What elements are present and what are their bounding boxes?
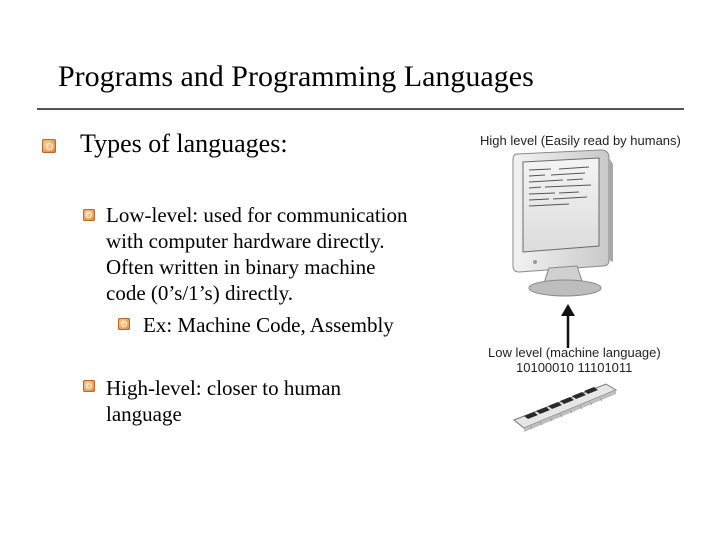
low-level-line-1: Low-level: used for communication xyxy=(106,203,408,227)
bullet-types-of-languages: Types of languages: xyxy=(80,129,288,158)
high-level-line-2: language xyxy=(106,402,182,426)
memory-module-illustration xyxy=(510,378,620,434)
bullet-icon xyxy=(118,318,130,330)
example-text: Ex: Machine Code, Assembly xyxy=(143,313,394,337)
title-divider xyxy=(37,108,684,110)
bullet-icon xyxy=(83,209,95,221)
figure-binary-code: 10100010 11101011 xyxy=(516,360,633,375)
slide-title: Programs and Programming Languages xyxy=(58,60,534,93)
bullet-icon xyxy=(83,380,95,392)
up-arrow-icon xyxy=(560,304,576,348)
low-level-line-4: code (0’s/1’s) directly. xyxy=(106,281,294,305)
high-level-line-1: High-level: closer to human xyxy=(106,376,342,400)
bullet-icon xyxy=(42,139,56,153)
low-level-line-2: with computer hardware directly. xyxy=(106,229,385,253)
figure-bottom-label: Low level (machine language) xyxy=(488,345,661,360)
computer-monitor-illustration xyxy=(505,148,615,298)
low-level-line-3: Often written in binary machine xyxy=(106,255,376,279)
figure-top-label: High level (Easily read by humans) xyxy=(480,133,681,148)
